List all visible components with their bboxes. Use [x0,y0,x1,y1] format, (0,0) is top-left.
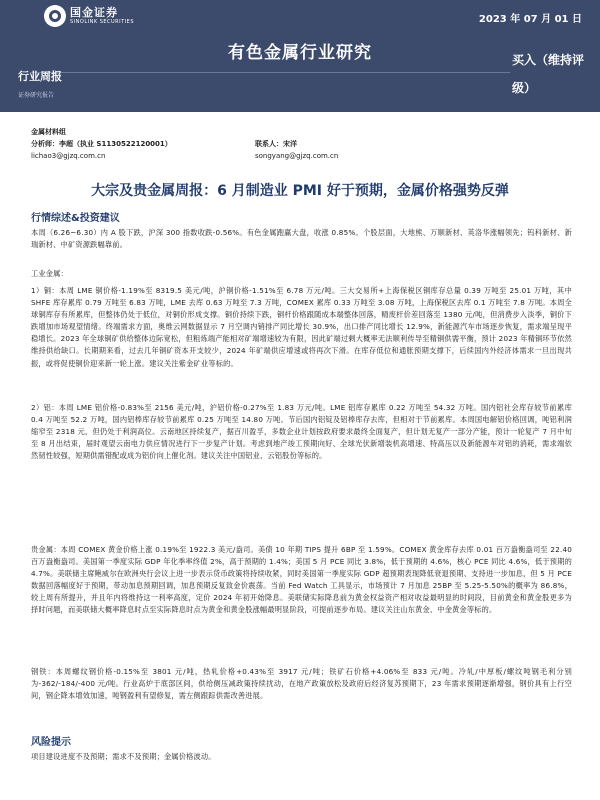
analyst-name: 分析师：李超（执业 S1130522120001） [31,140,172,148]
logo-name-cn: 国金证券 [70,6,118,19]
report-title: 有色金属行业研究 [228,43,372,63]
paragraph-copper: 1）铜：本周 LME 铜价格-1.19%至 8319.5 美元/吨，沪铜价格-1.51%至 6.78 万元/吨。三大交易所+上海保税区铜库存总量 0.39 万吨至 25.01 万吨，其中 SHFE 库存累库 0.79 万吨至 6.83 万吨，LME 去库 0.63 万吨至 7.3 万吨，COMEX 累库 0.33 万吨至 3.08 万吨，上海保税区去库 0.1 万吨至 7.8 万吨。本周全球铜库存有所累库，但整体仍处于低位，对铜价形成支撑。铜价持续下跌，铜杆价格跟随成本端整体回落，精废杆价差回落至 1380 元/吨，但消费步入淡季，铜价下跌增加市场观望情绪。终端需求方面，奥维云网数据显示 7 月空调内销排产同比增长 30.9%，出口排产同比增长 12.9%，新能源汽车市场逐步恢复，需求端呈现平稳增长。2023 年全球铜矿供给整体边际宽松，但粗炼端产能相对矿端增速较为有限，因此矿端过剩大概率无法顺利传导至精铜供需平衡，预计 2023 年精铜环节依然维持供给缺口。长期期来看，过去几年铜矿资本开支较少，2024 年矿端供应增速或将再次下滑。在库存低位和通胀预期支撑下，后续国内外经济体需求一旦出现共振，或将促使铜价迎来新一轮上涨。建议关注紫金矿业等标的。 [31,286,572,368]
paragraph-steel: 钢铁：本周螺纹钢价格-0.15%至 3801 元/吨，热轧价格+0.43%至 3917 元/吨；铁矿石价格+4.06%至 833 元/吨。冷轧/中厚板/螺纹吨钢毛利分别为-362/-184/-400 元/吨。行业高炉于底部区间，供给侧压减政策持续扰动，在地产政策放松及政府后经济复苏预期下，23 年需求预期逐渐增强，钢价具有上行空间，钢企降本增效加速，吨钢盈利有望修复，需左侧跟踪供需改善进展。 [31,667,572,701]
section-title-risk: 风险提示 [31,737,71,748]
paragraph-precious-metals: 贵金属：本周 COMEX 黄金价格上涨 0.19%至 1922.3 美元/盎司。美债 10 年期 TIPS 提升 6BP 至 1.59%。COMEX 黄金库存去库 0.01 百万盎衡盎司至 22.40 百万盎衡盎司。美国第一季度实际 GDP 年化季率终值 2%，高于预期的 1.4%；美国 5 月 PCE 同比 3.8%，低于预期的 4.6%，核心 PCE 同比 4.6%，低于预期的 4.7%。美联储主席鲍威尔在欧洲央行会议上进一步表示货币政策将持续收紧，同时美国第一季度实际 GDP 超预期表现降低衰退预期、支持进一步加息，但 5 月 PCE 数据回落幅度好于预期，带动加息预期回调，加息预期反复致金价震荡。当前 Fed Watch 工具显示，市场预计 7 月加息 25BP 至 5.25-5.50%的概率为 86.8%，较上周有所提升，并且年内将维持这一利率高度，定价 2024 年初开始降息。美联储实际降息前为黄金权益资产相对收益最明显的时间段，目前黄金和黄金股更多为择时问题，而美联储大概率降息时点至实际降息时点为黄金和黄金股涨幅最明显阶段，可提前逐步布局。建议关注山东黄金、中金黄金等标的。 [31,545,572,615]
analyst-email[interactable]: lichao3@gjzq.com.cn [31,152,106,160]
header-divider [30,72,510,73]
report-date: 2023 年 07 月 01 日 [478,14,582,25]
logo-name-en: SINOLINK SECURITIES [70,19,134,25]
paragraph-risk: 项目建设进度不及预期；需求不及预期；金属价格波动。 [31,752,216,761]
report-header [0,0,600,112]
logo-emblem-icon [44,5,66,27]
paragraph-industrial-metals-heading: 工业金属： [31,269,68,278]
author-block [31,126,338,162]
paragraph-aluminum: 2）铝：本周 LME 铝价格-0.83%至 2156 美元/吨，沪铝价格-0.27%至 1.83 万元/吨。LME 铝库存累库 0.22 万吨至 54.32 万吨。国内铝社会库存较节前累库 0.4 万吨至 52.2 万吨，国内铝棒库存较节前累库 0.25 万吨至 14.80 万吨。节后国内铝锭及铝棒库存去库，但相对于节前累库。本周国电解铝价格回调，吨铝利润缩窄至 2318 元，但仍处于利润高位。云南地区持续复产，据百川盈孚，多数企业计划按政府要求最终全面复产，但计划无复产一部分产能，预计一轮复产 7 月中旬至 8 月出结束，届时观望云南电力供应情况进行下一步复产计划。考虑到地产竣工预期向好、全球光伏新增装机高增速、特高压以及新能源车对铝的消耗，需求端依然韧性较强，短期供需错配或成为铝价向上催化剂。建议关注中国铝业、云铝股份等标的。 [31,403,572,461]
report-headline: 大宗及贵金属周报：6 月制造业 PMI 好于预期，金属价格强势反弹 [91,183,509,199]
contact-email[interactable]: songyang@gjzq.com.cn [255,152,339,160]
company-logo [44,5,134,27]
rating-badge: 买入（维持评级） [512,53,585,95]
report-type: 行业周报 [18,70,62,83]
contact-name: 联系人：宋洋 [255,140,297,148]
section-title-summary: 行情综述&投资建议 [31,213,120,224]
team-name: 金属材料组 [31,128,66,136]
paragraph-market-summary: 本周（6.26~6.30）内 A 股下跌，沪深 300 指数收跌-0.56%。有色金属跑赢大盘，收涨 0.85%。个股层面，大地熊、万顺新材、英洛华涨幅领先；钨科新材、新瑞新材、中矿资源跌幅靠前。 [31,228,572,250]
report-source: 证券研究报告 [18,92,55,99]
